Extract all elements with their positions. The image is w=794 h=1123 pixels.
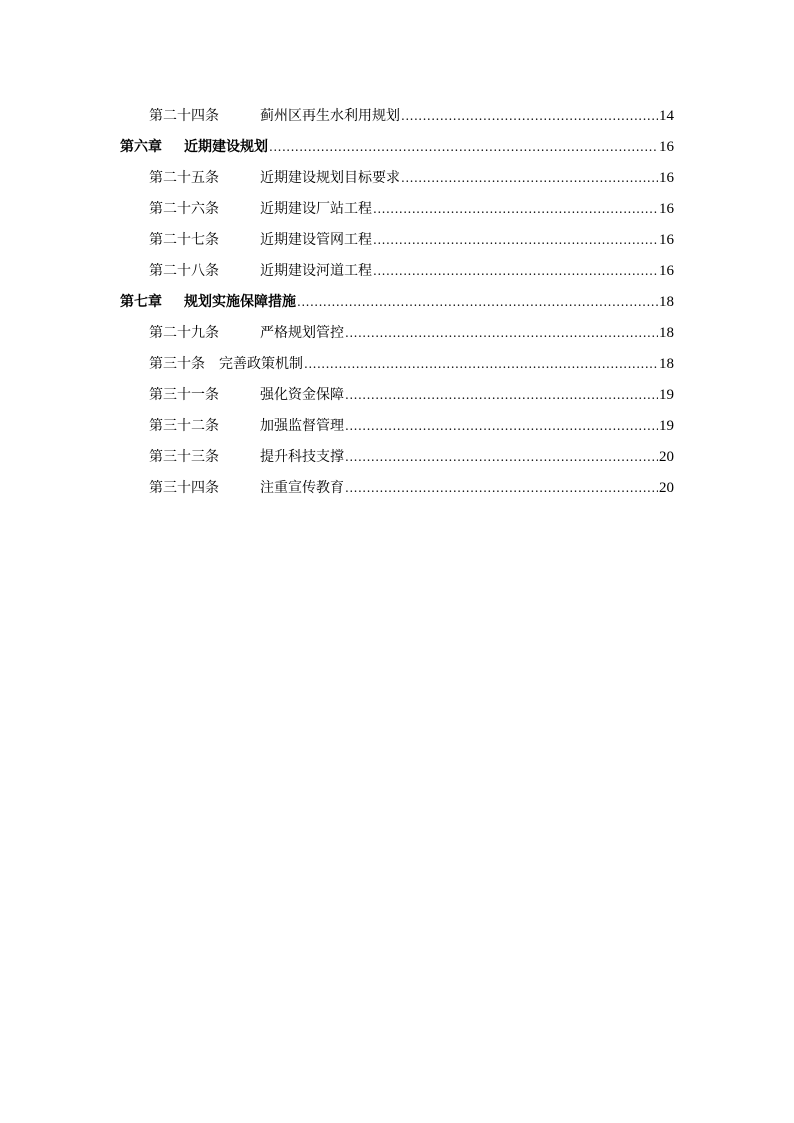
dot-leader xyxy=(345,449,658,465)
toc-entry-page: 20 xyxy=(659,479,674,496)
toc-entry-article-24[interactable] xyxy=(120,100,674,131)
toc-entry-number: 第七章 xyxy=(120,293,162,310)
dot-leader xyxy=(401,170,658,186)
toc-entry-number: 第二十七条 xyxy=(149,231,219,248)
toc-entry-title: 规划实施保障措施 xyxy=(184,293,296,310)
dot-leader xyxy=(373,232,658,248)
dot-leader xyxy=(345,418,658,434)
toc-entry-article-29[interactable] xyxy=(120,317,674,348)
toc-entry-article-27[interactable] xyxy=(120,224,674,255)
toc-entry-page: 16 xyxy=(659,138,674,155)
toc-entry-number: 第三十二条 xyxy=(149,417,219,434)
toc-entry-title: 近期建设规划目标要求 xyxy=(260,169,400,186)
dot-leader xyxy=(304,356,658,372)
toc-entry-page: 19 xyxy=(659,386,674,403)
toc-entry-title: 强化资金保障 xyxy=(260,386,344,403)
toc-entry-page: 16 xyxy=(659,169,674,186)
toc-entry-number: 第三十四条 xyxy=(149,479,219,496)
toc-entry-page: 14 xyxy=(659,107,674,124)
toc-entry-page: 18 xyxy=(659,293,674,310)
dot-leader xyxy=(297,294,658,310)
toc-entry-title: 提升科技支撑 xyxy=(260,448,344,465)
toc-entry-number: 第三十条 xyxy=(149,355,205,372)
dot-leader xyxy=(373,201,658,217)
toc-entry-page: 16 xyxy=(659,200,674,217)
dot-leader xyxy=(401,108,658,124)
toc-entry-article-32[interactable] xyxy=(120,410,674,441)
toc-entry-number: 第三十一条 xyxy=(149,386,219,403)
toc-entry-number: 第二十八条 xyxy=(149,262,219,279)
table-of-contents xyxy=(120,100,674,503)
toc-entry-number: 第二十四条 xyxy=(149,107,219,124)
toc-entry-article-25[interactable] xyxy=(120,162,674,193)
toc-entry-page: 18 xyxy=(659,324,674,341)
toc-entry-page: 18 xyxy=(659,355,674,372)
toc-entry-title: 近期建设规划 xyxy=(184,138,268,155)
toc-entry-page: 20 xyxy=(659,448,674,465)
toc-entry-article-26[interactable] xyxy=(120,193,674,224)
toc-entry-chapter-6[interactable] xyxy=(120,131,674,162)
toc-entry-number: 第六章 xyxy=(120,138,162,155)
toc-entry-title: 加强监督管理 xyxy=(260,417,344,434)
dot-leader xyxy=(269,139,658,155)
dot-leader xyxy=(345,325,658,341)
toc-entry-page: 19 xyxy=(659,417,674,434)
toc-entry-page: 16 xyxy=(659,231,674,248)
toc-entry-chapter-7[interactable] xyxy=(120,286,674,317)
toc-entry-title: 严格规划管控 xyxy=(260,324,344,341)
toc-entry-title: 完善政策机制 xyxy=(219,355,303,372)
toc-entry-article-34[interactable] xyxy=(120,472,674,503)
toc-entry-article-30[interactable] xyxy=(120,348,674,379)
toc-entry-title: 蓟州区再生水利用规划 xyxy=(260,107,400,124)
toc-entry-article-28[interactable] xyxy=(120,255,674,286)
toc-entry-number: 第二十五条 xyxy=(149,169,219,186)
toc-entry-title: 近期建设管网工程 xyxy=(260,231,372,248)
toc-entry-number: 第二十九条 xyxy=(149,324,219,341)
toc-entry-title: 近期建设河道工程 xyxy=(260,262,372,279)
dot-leader xyxy=(373,263,658,279)
toc-entry-number: 第三十三条 xyxy=(149,448,219,465)
toc-entry-title: 注重宣传教育 xyxy=(260,479,344,496)
toc-entry-title: 近期建设厂站工程 xyxy=(260,200,372,217)
toc-entry-page: 16 xyxy=(659,262,674,279)
toc-entry-article-31[interactable] xyxy=(120,379,674,410)
toc-entry-article-33[interactable] xyxy=(120,441,674,472)
toc-entry-number: 第二十六条 xyxy=(149,200,219,217)
dot-leader xyxy=(345,480,658,496)
dot-leader xyxy=(345,387,658,403)
